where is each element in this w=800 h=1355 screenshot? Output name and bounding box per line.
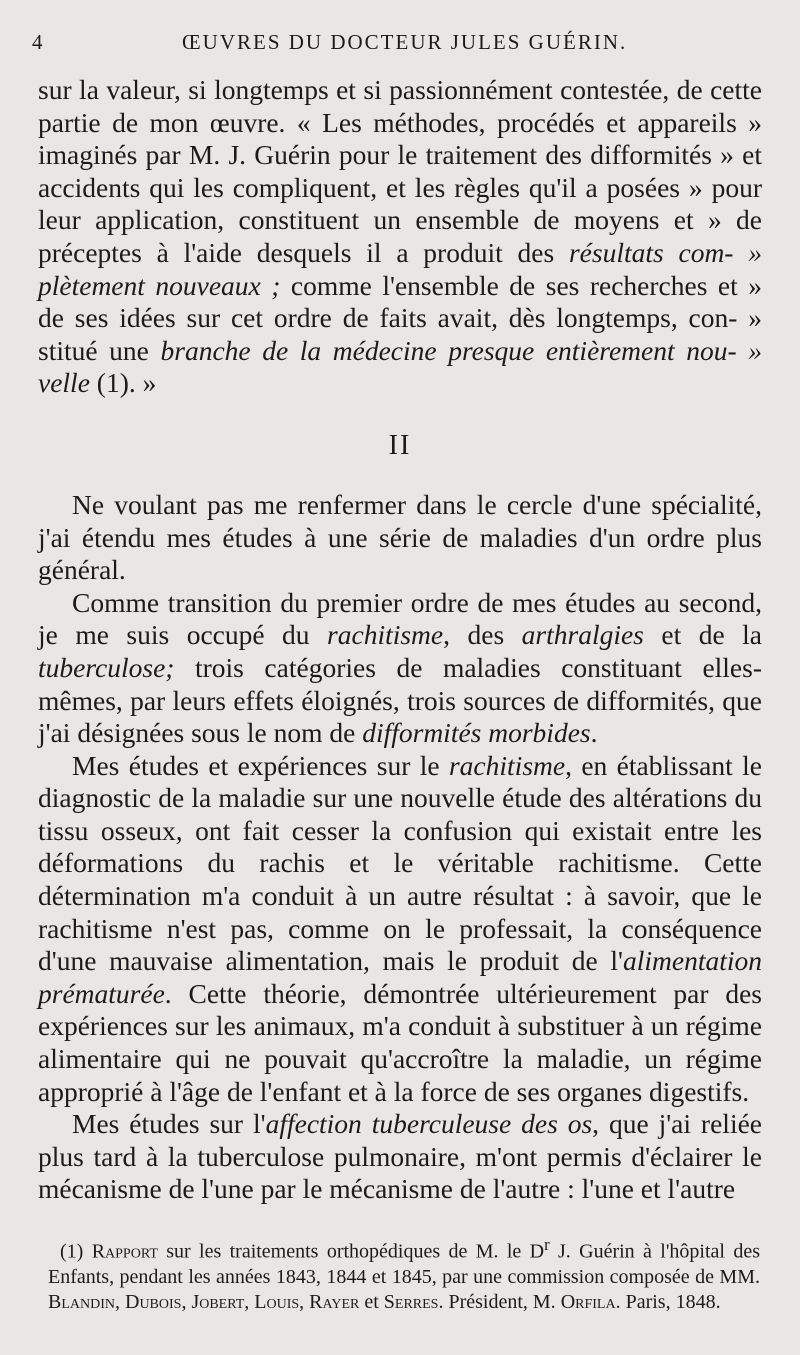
- fn-sc-h: Serres: [383, 1290, 439, 1313]
- fn-text-k: . Paris, 1848.: [615, 1290, 721, 1313]
- fn-text-g: et: [359, 1290, 384, 1313]
- p5-text-c: , que j'ai reliée plus tard à la tuberculose pulmonaire, m'ont permis d'éclairer le mécanisme de l'une par le mécanisme de l'autre : l'une et l'autre: [38, 1108, 762, 1205]
- p3-text-c: , des: [443, 619, 522, 651]
- p3-italic-h: difformités morbides: [362, 717, 591, 749]
- p1-italic-d: branche de la médecine presque entièrement nou- » velle: [38, 334, 762, 399]
- p1-text-c: comme l'ensemble de ses recherches et » de ses idées sur cet ordre de faits avait, dès longtemps, con- » stitué une: [38, 269, 762, 366]
- page-body: [38, 74, 762, 1206]
- p3-text-a: Comme transition du premier ordre de mes études au second, je me suis occupé du: [38, 586, 762, 651]
- fn-sc-f: Blandin, Dubois, Jobert, Louis, Rayer: [48, 1290, 360, 1313]
- page-number: 4: [32, 30, 44, 54]
- fn-text-e: J. Guérin à l'hôpital des Enfants, pendant les années 1843, 1844 et 1845, par une commission composée de MM.: [48, 1240, 760, 1288]
- fn-sc-b: Rapport: [91, 1240, 158, 1263]
- paragraph-2: Ne voulant pas me renfermer dans le cercle d'une spécialité, j'ai étendu mes études à une série de maladies d'un ordre plus général.: [38, 488, 762, 586]
- p1-italic-b: résultats com- » plètement nouveaux ;: [38, 236, 762, 301]
- paragraph-3: [38, 587, 762, 750]
- p3-italic-d: arthralgies: [521, 619, 644, 651]
- paragraph-1: [38, 74, 762, 400]
- p3-text-e: et de la: [643, 619, 762, 651]
- p5-italic-b: affection tuberculeuse des os: [265, 1108, 593, 1140]
- paragraph-5: [38, 1108, 762, 1206]
- p1-text-a: sur la valeur, si longtemps et si passionnément contestée, de cette partie de mon œuvre. « Les méthodes, procédés et appareils » imaginés par M. J. Guérin pour le traitement des difformités » et accidents qui les compliquent, et les règles qu'il a posées » pour leur application, constituent un ensemble de moyens et » de préceptes à l'aide desquels il a produit des: [38, 74, 762, 268]
- p4-italic-b: rachitisme: [448, 749, 566, 781]
- p5-text-a: Mes études sur l': [72, 1108, 266, 1140]
- fn-text-a: (1): [60, 1240, 92, 1263]
- p4-text-e: . Cette théorie, démontrée ultérieurement par des expériences sur les animaux, m'a conduit à substituer à un régime alimentaire qui ne pouvait qu'accroître la maladie, un régime approprié à l'âge de l'enfant et à la force de ses organes digestifs.: [38, 977, 762, 1107]
- p1-text-e: (1). »: [89, 367, 157, 399]
- footnote-1: [48, 1232, 760, 1315]
- p4-text-a: Mes études et expériences sur le: [72, 749, 449, 781]
- p3-text-g: trois catégories de maladies constituant elles-mêmes, par leurs effets éloignés, trois sources de difformités, que j'ai désignées sous le nom de: [38, 651, 762, 749]
- p3-italic-f: tuberculose;: [38, 651, 175, 683]
- page-header: [32, 30, 760, 60]
- fn-sc-j: Orfila: [560, 1290, 616, 1313]
- footnotes: [48, 1232, 760, 1315]
- running-title: ŒUVRES DU DOCTEUR JULES GUÉRIN.: [182, 30, 628, 54]
- paragraph-4: [38, 750, 762, 1109]
- p4-text-c: , en établissant le diagnostic de la maladie sur une nouvelle étude des altérations du tissu osseux, ont fait cesser la confusion qui existait entre les déformations du rachis et le véritable rachitisme. Cette détermination m'a conduit à un autre résultat : à savoir, que le rachitisme n'est pas, comme on le professait, la conséquence d'une mauvaise alimentation, mais le produit de l': [38, 749, 762, 977]
- section-heading: II: [388, 429, 412, 461]
- p4-italic-d: alimentation prématurée: [38, 945, 762, 1009]
- fn-sup-d: r: [544, 1235, 550, 1254]
- p3-italic-b: rachitisme: [327, 619, 444, 651]
- fn-text-i: . Président, M.: [438, 1290, 561, 1313]
- p3-text-i: .: [590, 717, 598, 749]
- fn-text-c: sur les traitements orthopédiques de M. le D: [157, 1240, 545, 1263]
